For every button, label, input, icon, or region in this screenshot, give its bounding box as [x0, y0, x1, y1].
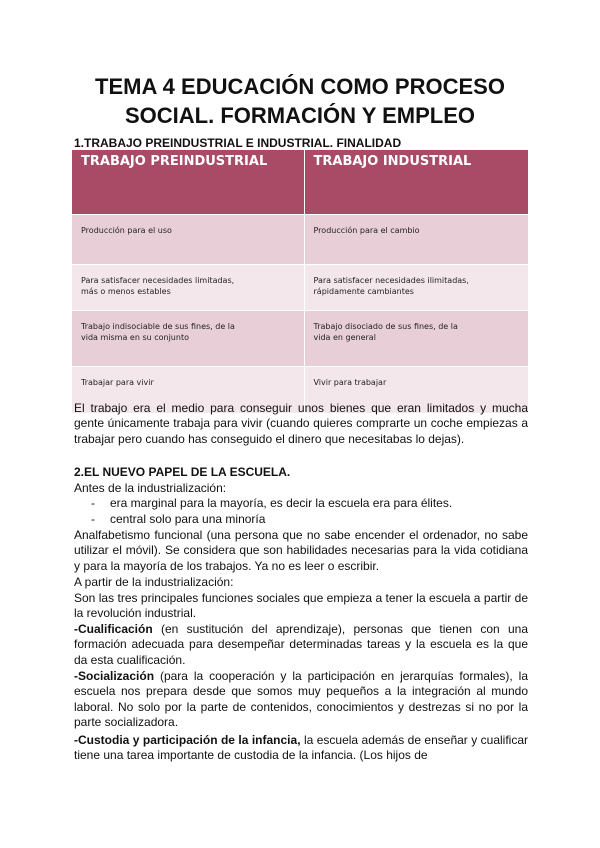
- table-row: [72, 215, 528, 265]
- section-2-heading: 2.EL NUEVO PAPEL DE LA ESCUELA.: [74, 465, 291, 479]
- analfabetismo-paragraph: Analfabetismo funcional (una persona que no sabe encender el ordenador, no sabe utilizar el móvil). Se considera que son habilidades necesarias para la vida cotidiana y para la mayoría de los trabajos. Ya no es leer o escribir.: [74, 528, 528, 573]
- table-row: [72, 265, 528, 311]
- cualificacion-text: (en sustitución del aprendizaje), personas que tienen con una formación adecuada para desempeñar determinadas tareas y la escuela es la que da esta cualificación.: [74, 622, 528, 667]
- custodia-text: la escuela además de enseñar y cualificar tiene una tarea importante de custodia de la infancia. (Los hijos de: [74, 733, 528, 763]
- bullet-dash: -: [91, 512, 95, 526]
- cell-text: Para satisfacer necesidades limitadas,: [81, 276, 235, 285]
- work-comparison-table: [72, 150, 528, 413]
- bullet-item: era marginal para la mayoría, es decir la escuela era para élites.: [110, 496, 453, 510]
- title-line-2: SOCIAL. FORMACIÓN Y EMPLEO: [125, 103, 475, 128]
- cell-text: Para satisfacer necesidades ilimitadas,: [313, 276, 469, 285]
- header-industrial: TRABAJO INDUSTRIAL: [304, 150, 528, 215]
- after-industrialization-label: A partir de la industrialización:: [74, 575, 234, 589]
- cell-text: vida misma en su conjunto: [81, 333, 189, 342]
- table-cell: [72, 215, 304, 265]
- cell-text: Trabajar para vivir: [81, 378, 154, 387]
- socializacion-paragraph: [74, 669, 528, 731]
- cell-text: Producción para el uso: [81, 226, 172, 235]
- cell-text: Trabajo disociado de sus fines, de la: [313, 322, 458, 331]
- cell-text: Producción para el cambio: [313, 226, 420, 235]
- title-line-1: TEMA 4 EDUCACIÓN COMO PROCESO: [95, 74, 505, 99]
- cell-text: Trabajo indisociable de sus fines, de la: [81, 322, 235, 331]
- section-1-paragraph: El trabajo era el medio para conseguir unos bienes que eran limitados y mucha gente únicamente trabaja para vivir (cuando quieres comprarte un coche empiezas a trabajar pero cuando has conseguido el dinero que necesitabas lo dejas).: [74, 401, 528, 446]
- cell-text: vida en general: [313, 333, 376, 342]
- socializacion-term: -Socialización: [74, 669, 155, 683]
- custodia-paragraph: [74, 733, 528, 764]
- page-title: [60, 72, 540, 130]
- cell-text: Vivir para trabajar: [313, 378, 387, 387]
- bullet-dash: -: [91, 496, 95, 510]
- funciones-paragraph: Son las tres principales funciones sociales que empieza a tener la escuela a partir de la revolución industrial.: [74, 591, 528, 621]
- section-1-heading: 1.TRABAJO PREINDUSTRIAL E INDUSTRIAL. FINALIDAD: [74, 136, 402, 150]
- custodia-term: -Custodia y participación de la infancia,: [74, 733, 301, 747]
- table-cell: [304, 311, 528, 367]
- cualificacion-paragraph: [74, 622, 528, 668]
- cualificacion-term: -Cualificación: [74, 622, 153, 636]
- before-industrialization-label: Antes de la industrialización:: [74, 481, 227, 495]
- header-preindustrial: TRABAJO PREINDUSTRIAL: [72, 150, 304, 215]
- table-header-row: [72, 150, 528, 215]
- table-row: [72, 311, 528, 367]
- table-cell: [304, 265, 528, 311]
- bullet-item: central solo para una minoría: [110, 512, 266, 526]
- cell-text: más o menos estables: [81, 287, 171, 296]
- socializacion-text: (para la cooperación y la participación en jerarquías formales), la escuela nos prepara desde que somos muy pequeños a la integración al mundo laboral. No solo por la parte de contenidos, conocimientos y destrezas si no por la parte socializadora.: [74, 669, 528, 730]
- table-cell: [72, 265, 304, 311]
- table-cell: [72, 311, 304, 367]
- cell-text: rápidamente cambiantes: [313, 287, 414, 296]
- table-cell: [304, 215, 528, 265]
